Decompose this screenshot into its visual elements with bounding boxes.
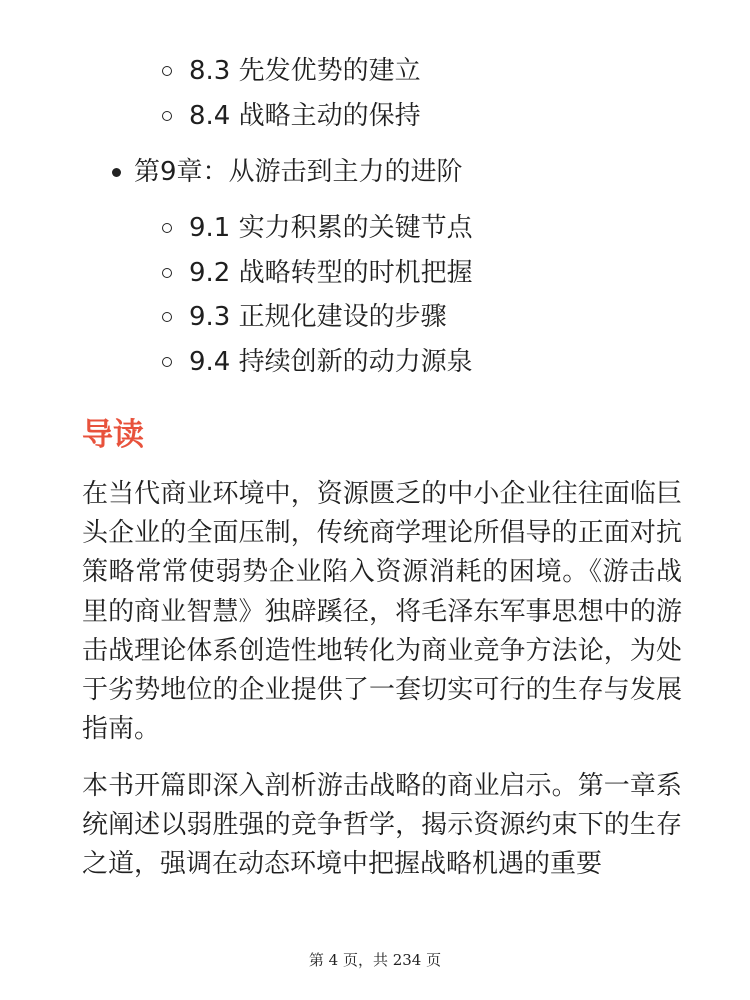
hollow-bullet-icon: [162, 66, 172, 76]
hollow-bullet-icon: [162, 111, 172, 121]
toc-item-label: 8.4 战略主动的保持: [189, 100, 421, 131]
hollow-bullet-icon: [162, 268, 172, 278]
toc-item-label: 8.3 先发优势的建立: [189, 56, 421, 86]
section-heading: 导读: [82, 417, 144, 453]
toc-item-label: 9.3 正规化建设的步骤: [189, 302, 447, 332]
toc-item-label: 9.1 实力积累的关键节点: [189, 213, 473, 243]
filled-bullet-icon: [112, 168, 121, 177]
hollow-bullet-icon: [162, 312, 172, 322]
page-number-footer: 第 4 页，共 234 页: [308, 951, 442, 969]
hollow-bullet-icon: [162, 223, 172, 233]
hollow-bullet-icon: [162, 357, 172, 367]
toc-item-label: 9.2 战略转型的时机把握: [189, 257, 473, 288]
intro-paragraph-1: 在当代商业环境中，资源匮乏的中小企业往往面临巨头企业的全面压制，传统商学理论所倡导的正面对抗策略常常使弱势企业陷入资源消耗的困境。《游击战里的商业智慧》独辟蹊径，将毛泽东军事思想中的游击战理论体系创造性地转化为商业竞争方法论，为处于劣势地位的企业提供了一套切实可行的生存与发展指南。: [82, 479, 682, 745]
toc-item-label: 9.4 持续创新的动力源泉: [189, 346, 473, 377]
toc-chapter-label: 第9章：从游击到主力的进阶: [134, 157, 463, 187]
intro-paragraph-2: 本书开篇即深入剖析游击战略的商业启示。第一章系统阐述以弱胜强的竞争哲学，揭示资源约束下的生存之道，强调在动态环境中把握战略机遇的重要: [82, 771, 682, 880]
